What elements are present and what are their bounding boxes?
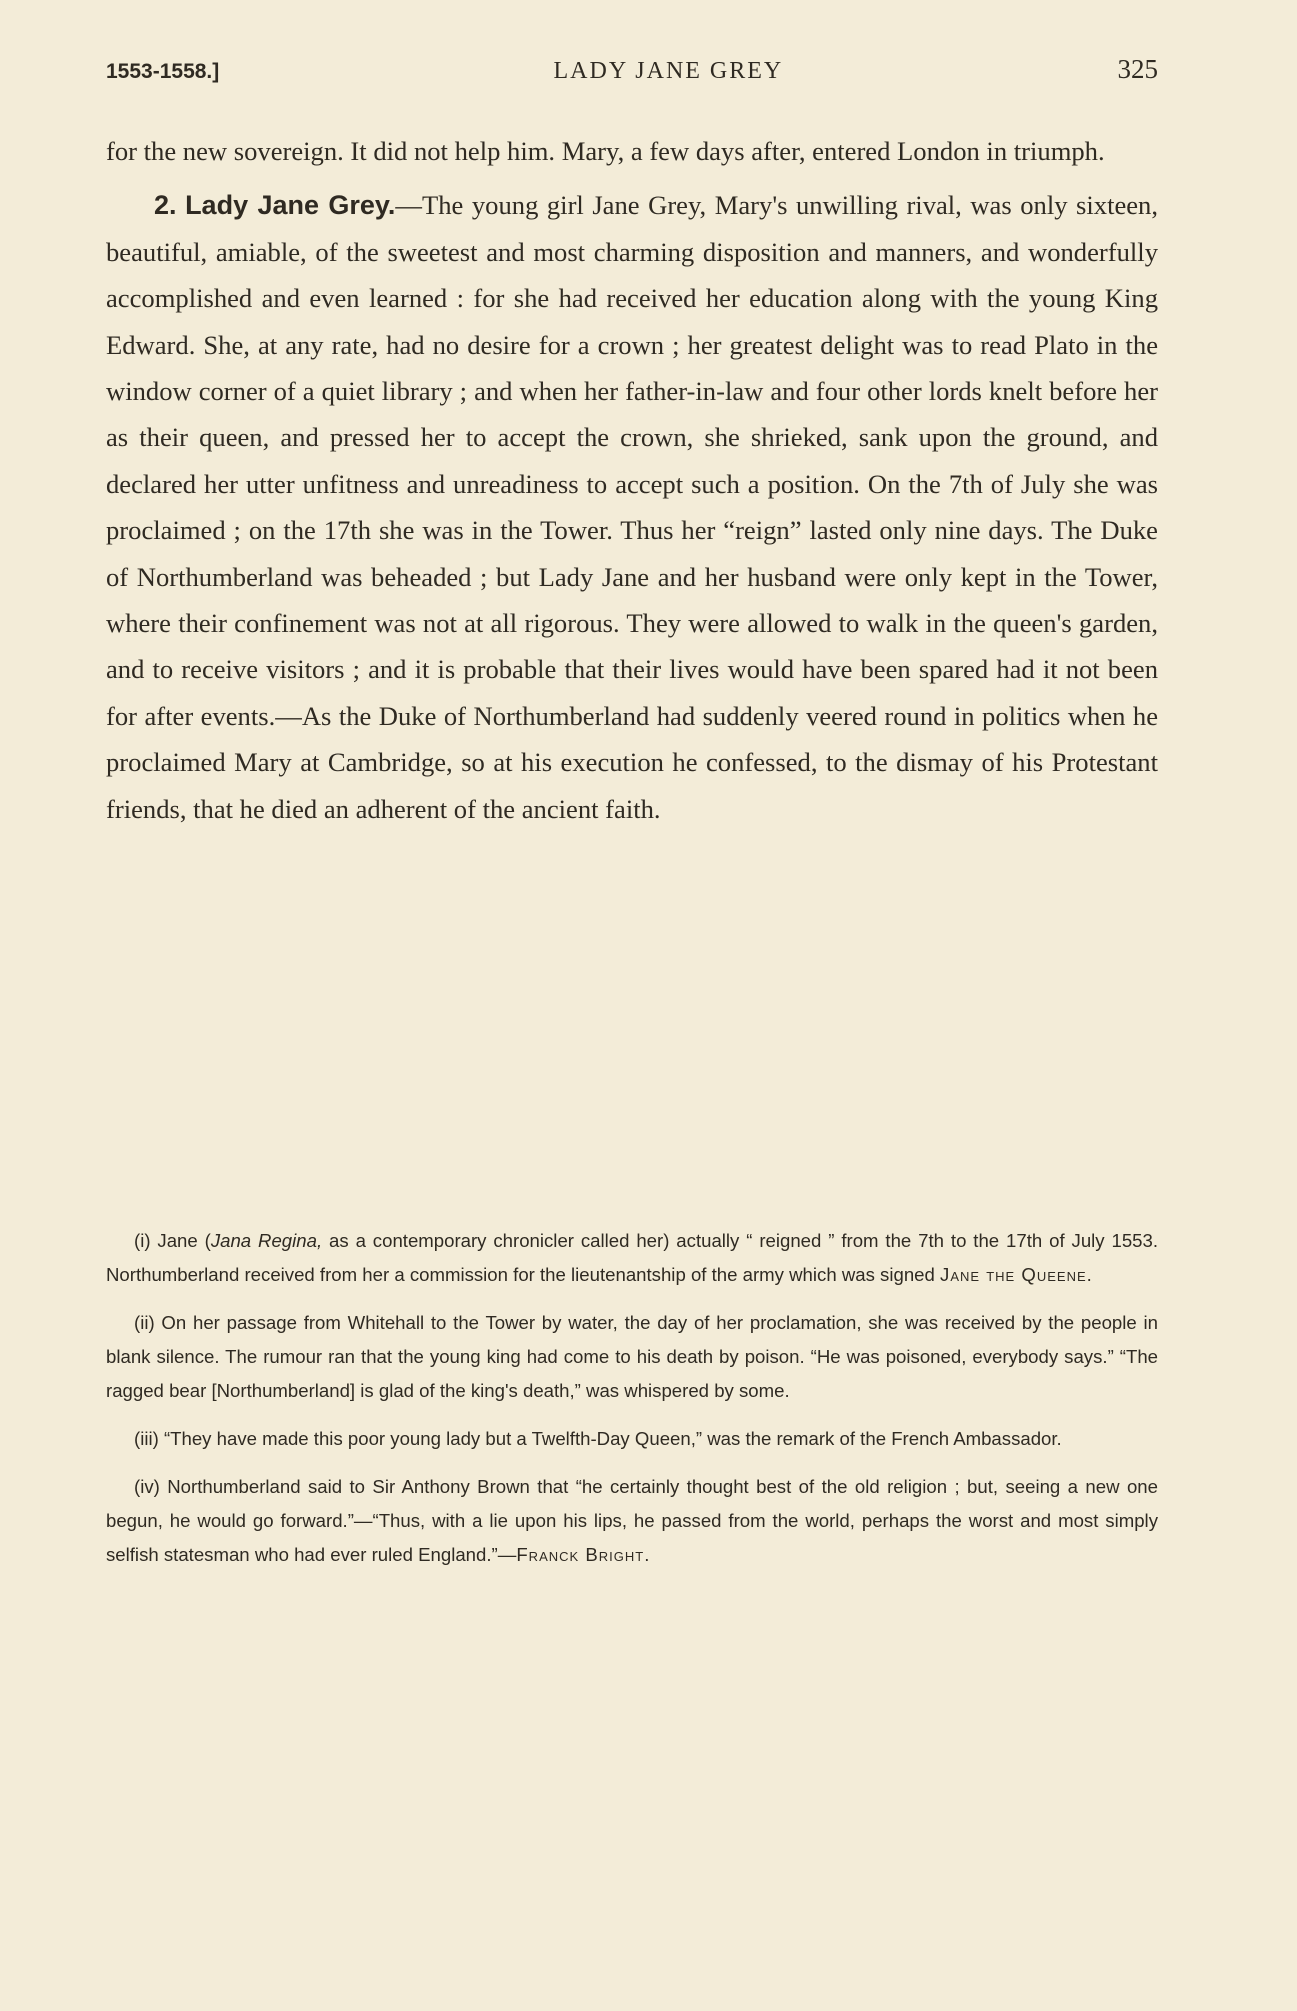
header-title: LADY JANE GREY xyxy=(553,58,784,84)
running-header xyxy=(106,54,1158,100)
header-date-range: 1553-1558.] xyxy=(106,60,220,83)
footnote-1-part-c: as a contemporary chronicler called her) actually “ reigned ” from the 7th to the 17th of July 1553. Northumberland received from her a commission for the lieutenantship of the army which was signed xyxy=(106,1230,1159,1285)
section-number: 2. xyxy=(154,190,177,221)
footnote-4 xyxy=(106,1470,1158,1572)
footnote-1 xyxy=(106,1224,1158,1292)
section-text: —The young girl Jane Grey, Mary's unwilling rival, was only sixteen, beautiful, amiable, of the sweetest and most charming disposition and manners, and wonderfully accomplished and even learned : for she had received her education along with the young King Edward. She, at any rate, had no desire for a crown ; her greatest delight was to read Plato in the window corner of a quiet library ; and when her father-in-law and four other lords knelt before her as their queen, and pressed her to accept the crown, she shrieked, sank upon the ground, and declared her utter unfitness and unreadiness to accept such a position. On the 7th of July she was proclaimed ; on the 17th she was in the Tower. Thus her “reign” lasted only nine days. The Duke of Northumberland was beheaded ; but Lady Jane and her husband were only kept in the Tower, where their confinement was not at all rigorous. They were allowed to walk in the queen's garden, and to receive visitors ; and it is probable that their lives would have been spared had it not been for after events.—As the Duke of Northumberland had suddenly veered round in politics when he proclaimed Mary at Cambridge, so at his execution he confessed, to the dismay of his Protestant friends, that he died an adherent of the ancient faith. xyxy=(106,190,1159,824)
footnote-1-part-a: (i) Jane ( xyxy=(134,1230,211,1251)
footnote-3: (iii) “They have made this poor young lady but a Twelfth-Day Queen,” was the remark of the French Ambassador. xyxy=(134,1428,1062,1449)
continuation-paragraph: for the new sovereign. It did not help him. Mary, a few days after, entered London in triumph. xyxy=(106,136,1105,166)
footnotes xyxy=(106,1224,1158,1586)
footnote-4-text: (iv) Northumberland said to Sir Anthony Brown that “he certainly thought best of the old religion ; but, seeing a new one begun, he would go forward.”—“Thus, with a lie upon his lips, he passed from the world, perhaps the worst and most simply selfish statesman who had ever ruled England.”— xyxy=(106,1476,1158,1565)
main-text xyxy=(106,128,1158,832)
section-paragraph xyxy=(106,182,1158,832)
footnote-2: (ii) On her passage from Whitehall to the Tower by water, the day of her proclamation, she was received by the people in blank silence. The rumour ran that the young king had come to his death by poison. “He was poisoned, everybody says.” “The ragged bear [Northumberland] is glad of the king's death,” was whispered by some. xyxy=(106,1312,1158,1401)
footnote-1-italic: Jana Regina, xyxy=(210,1230,323,1251)
section-title: Lady Jane Grey. xyxy=(185,190,396,221)
page-number: 325 xyxy=(1117,54,1158,84)
footnote-4-author: Franck Bright. xyxy=(516,1544,651,1565)
footnote-1-signature: Jane the Queene. xyxy=(940,1264,1093,1285)
